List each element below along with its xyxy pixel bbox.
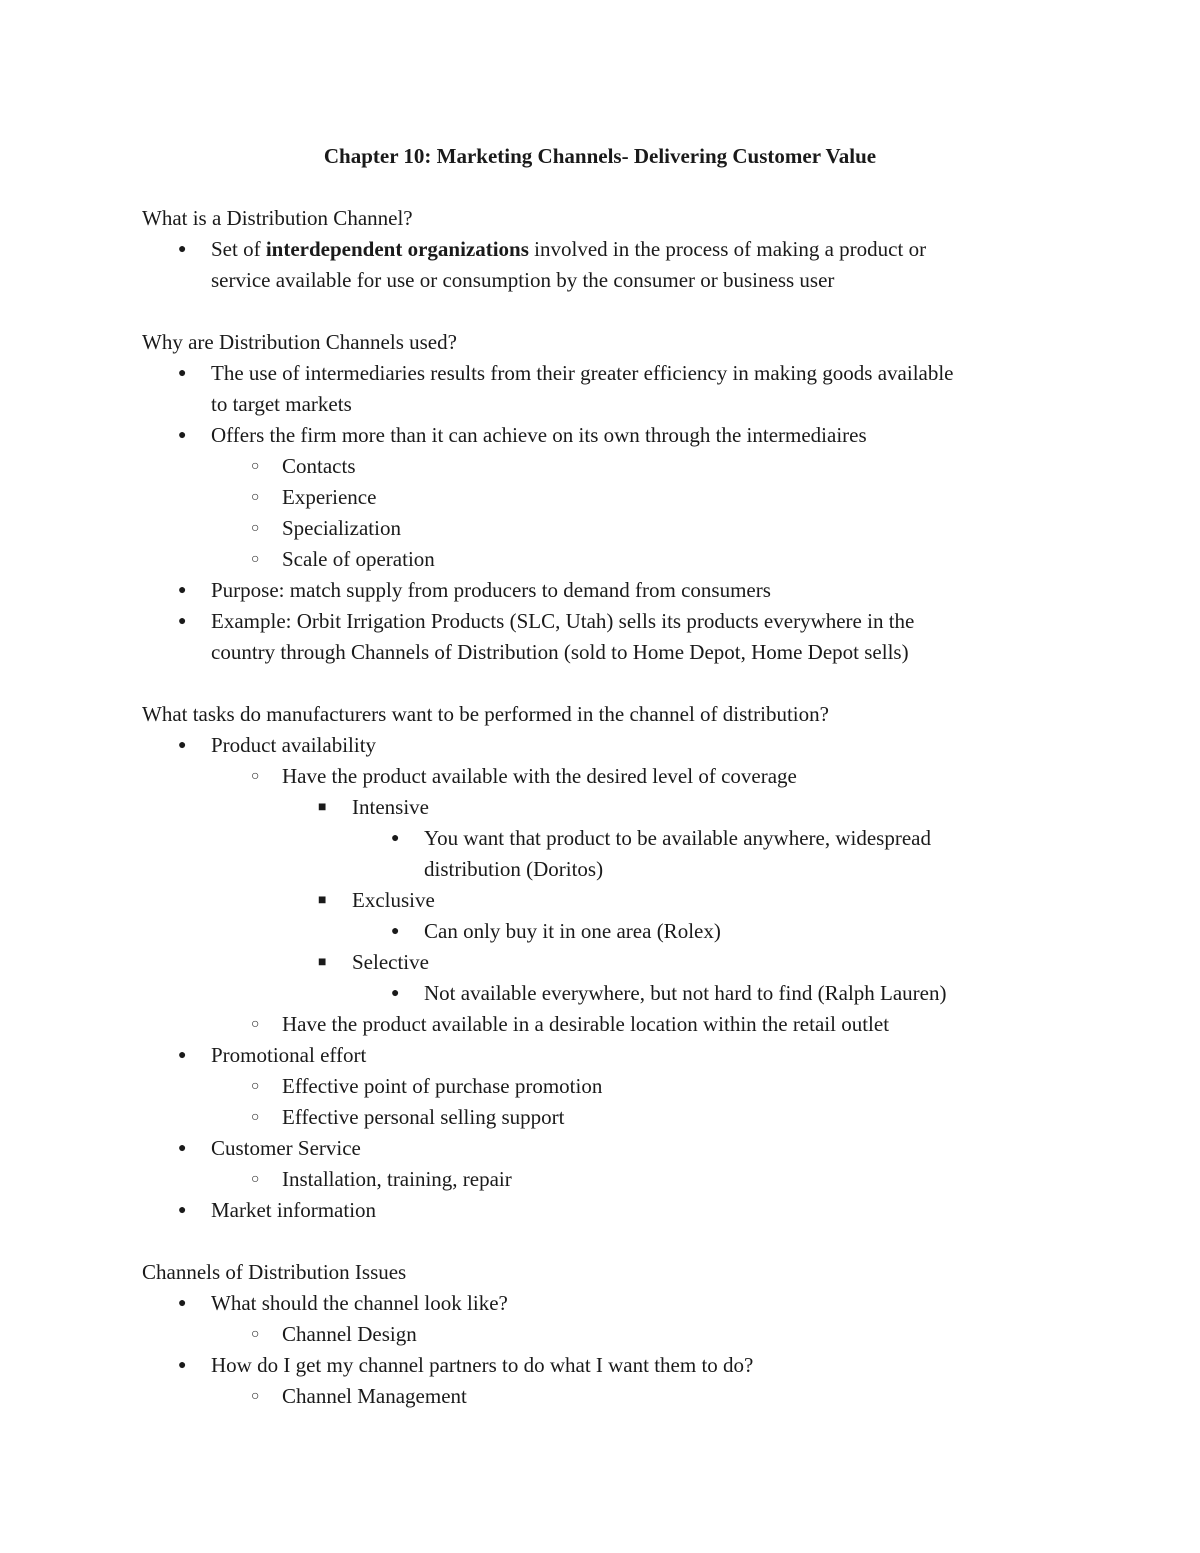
hollow-bullet-icon: ○	[251, 1172, 260, 1187]
list-item: Product availability	[211, 733, 377, 757]
bullet-icon: ●	[178, 1141, 187, 1156]
sub-list-item: Channel Management	[282, 1384, 467, 1408]
detail-item: You want that product to be available anywhere, widespread	[424, 826, 931, 850]
bullet-icon: ●	[178, 366, 187, 381]
square-bullet-icon: ■	[318, 800, 327, 815]
list-item: Example: Orbit Irrigation Products (SLC, Utah) sells its products everywhere in the	[211, 609, 915, 633]
bullet-icon: ●	[178, 1048, 187, 1063]
section-heading: What tasks do manufacturers want to be performed in the channel of distribution?	[142, 702, 829, 726]
list-item: How do I get my channel partners to do what I want them to do?	[211, 1353, 754, 1377]
hollow-bullet-icon: ○	[251, 769, 260, 784]
list-item-text: involved in the process of making a product or	[528, 237, 927, 261]
bullet-icon: ●	[391, 986, 400, 1001]
bullet-icon: ●	[178, 1296, 187, 1311]
list-item: Promotional effort	[211, 1043, 367, 1067]
sub-list-item: Channel Design	[282, 1322, 417, 1346]
list-item-continuation: to target markets	[211, 392, 352, 416]
bullet-icon: ●	[391, 831, 400, 846]
sub-sub-list-item: Selective	[352, 950, 429, 974]
sub-sub-list-item: Exclusive	[352, 888, 435, 912]
square-bullet-icon: ■	[318, 955, 327, 970]
list-item: Customer Service	[211, 1136, 361, 1160]
sub-list-item: Experience	[282, 485, 377, 509]
list-item-continuation: country through Channels of Distribution (sold to Home Depot, Home Depot sells)	[211, 640, 909, 664]
hollow-bullet-icon: ○	[251, 1017, 260, 1032]
detail-item-continuation: distribution (Doritos)	[424, 857, 604, 881]
hollow-bullet-icon: ○	[251, 459, 260, 474]
list-item	[211, 234, 926, 265]
detail-item: Can only buy it in one area (Rolex)	[424, 919, 721, 943]
bullet-icon: ●	[178, 1203, 187, 1218]
square-bullet-icon: ■	[318, 893, 327, 908]
hollow-bullet-icon: ○	[251, 521, 260, 536]
sub-list-item: Installation, training, repair	[282, 1167, 512, 1191]
bullet-icon: ●	[178, 428, 187, 443]
sub-list-item: Have the product available in a desirable location within the retail outlet	[282, 1012, 890, 1036]
hollow-bullet-icon: ○	[251, 1079, 260, 1094]
list-item-continuation: service available for use or consumption by the consumer or business user	[211, 268, 835, 292]
section-heading: What is a Distribution Channel?	[142, 206, 413, 230]
list-item: Market information	[211, 1198, 377, 1222]
list-item: The use of intermediaries results from their greater efficiency in making goods available	[211, 361, 954, 385]
section-heading: Channels of Distribution Issues	[142, 1260, 407, 1284]
section-heading: Why are Distribution Channels used?	[142, 330, 457, 354]
detail-item: Not available everywhere, but not hard to find (Ralph Lauren)	[424, 981, 947, 1005]
list-item: Purpose: match supply from producers to demand from consumers	[211, 578, 771, 602]
hollow-bullet-icon: ○	[251, 490, 260, 505]
hollow-bullet-icon: ○	[251, 552, 260, 567]
list-item-text: Set of	[211, 237, 266, 261]
bullet-icon: ●	[178, 1358, 187, 1373]
bullet-icon: ●	[391, 924, 400, 939]
bullet-icon: ●	[178, 583, 187, 598]
page-title: Chapter 10: Marketing Channels- Delivering Customer Value	[323, 144, 877, 168]
sub-list-item: Scale of operation	[282, 547, 435, 571]
sub-list-item: Effective point of purchase promotion	[282, 1074, 603, 1098]
bullet-icon: ●	[178, 738, 187, 753]
sub-list-item: Have the product available with the desired level of coverage	[282, 764, 797, 788]
bullet-icon: ●	[178, 614, 187, 629]
list-item: Offers the firm more than it can achieve on its own through the intermediaires	[211, 423, 867, 447]
hollow-bullet-icon: ○	[251, 1389, 260, 1404]
sub-list-item: Effective personal selling support	[282, 1105, 565, 1129]
sub-list-item: Specialization	[282, 516, 401, 540]
sub-sub-list-item: Intensive	[352, 795, 429, 819]
hollow-bullet-icon: ○	[251, 1110, 260, 1125]
sub-list-item: Contacts	[282, 454, 356, 478]
list-item: What should the channel look like?	[211, 1291, 508, 1315]
hollow-bullet-icon: ○	[251, 1327, 260, 1342]
bullet-icon: ●	[178, 242, 187, 257]
key-term: interdependent organizations	[265, 237, 529, 261]
